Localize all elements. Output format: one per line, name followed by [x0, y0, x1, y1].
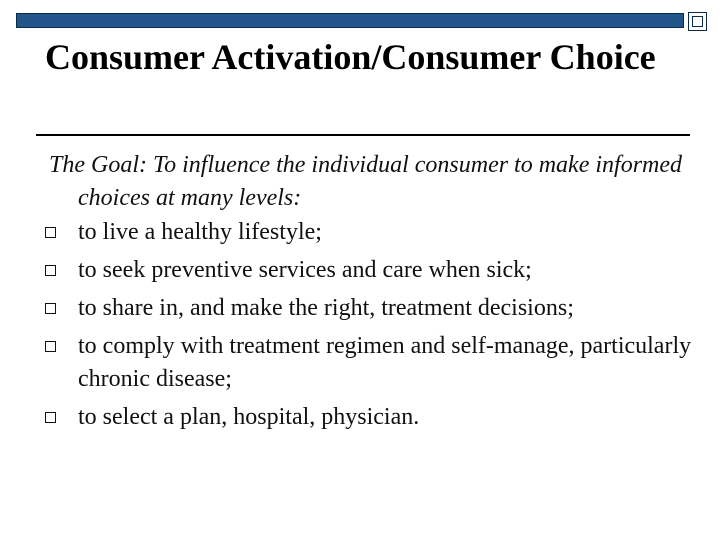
bullet-text: to live a healthy lifestyle; — [78, 219, 322, 245]
bullet-text: to select a plan, hospital, physician. — [78, 404, 420, 430]
bullet-item — [45, 401, 695, 434]
bullet-item — [45, 292, 695, 325]
hollow-square-bullet-icon — [45, 341, 56, 352]
header-bar — [16, 13, 684, 28]
hollow-square-bullet-icon — [45, 227, 56, 238]
hollow-square-bullet-icon — [45, 412, 56, 423]
bullet-text: to share in, and make the right, treatment decisions; — [78, 295, 574, 321]
bullet-item — [45, 254, 695, 287]
bullet-text: to seek preventive services and care when sick; — [78, 257, 532, 283]
hollow-square-bullet-icon — [45, 265, 56, 276]
corner-square-icon — [688, 12, 707, 31]
bullet-item — [45, 216, 695, 249]
hollow-square-bullet-icon — [45, 303, 56, 314]
bullet-list — [45, 216, 695, 439]
slide-title: Consumer Activation/Consumer Choice — [45, 37, 656, 77]
title-divider — [36, 134, 690, 136]
bullet-item — [45, 330, 695, 396]
goal-statement: The Goal: To influence the individual consumer to make informed choices at many levels: — [49, 152, 683, 211]
bullet-text: to comply with treatment regimen and self-manage, particularly chronic disease; — [78, 333, 692, 392]
